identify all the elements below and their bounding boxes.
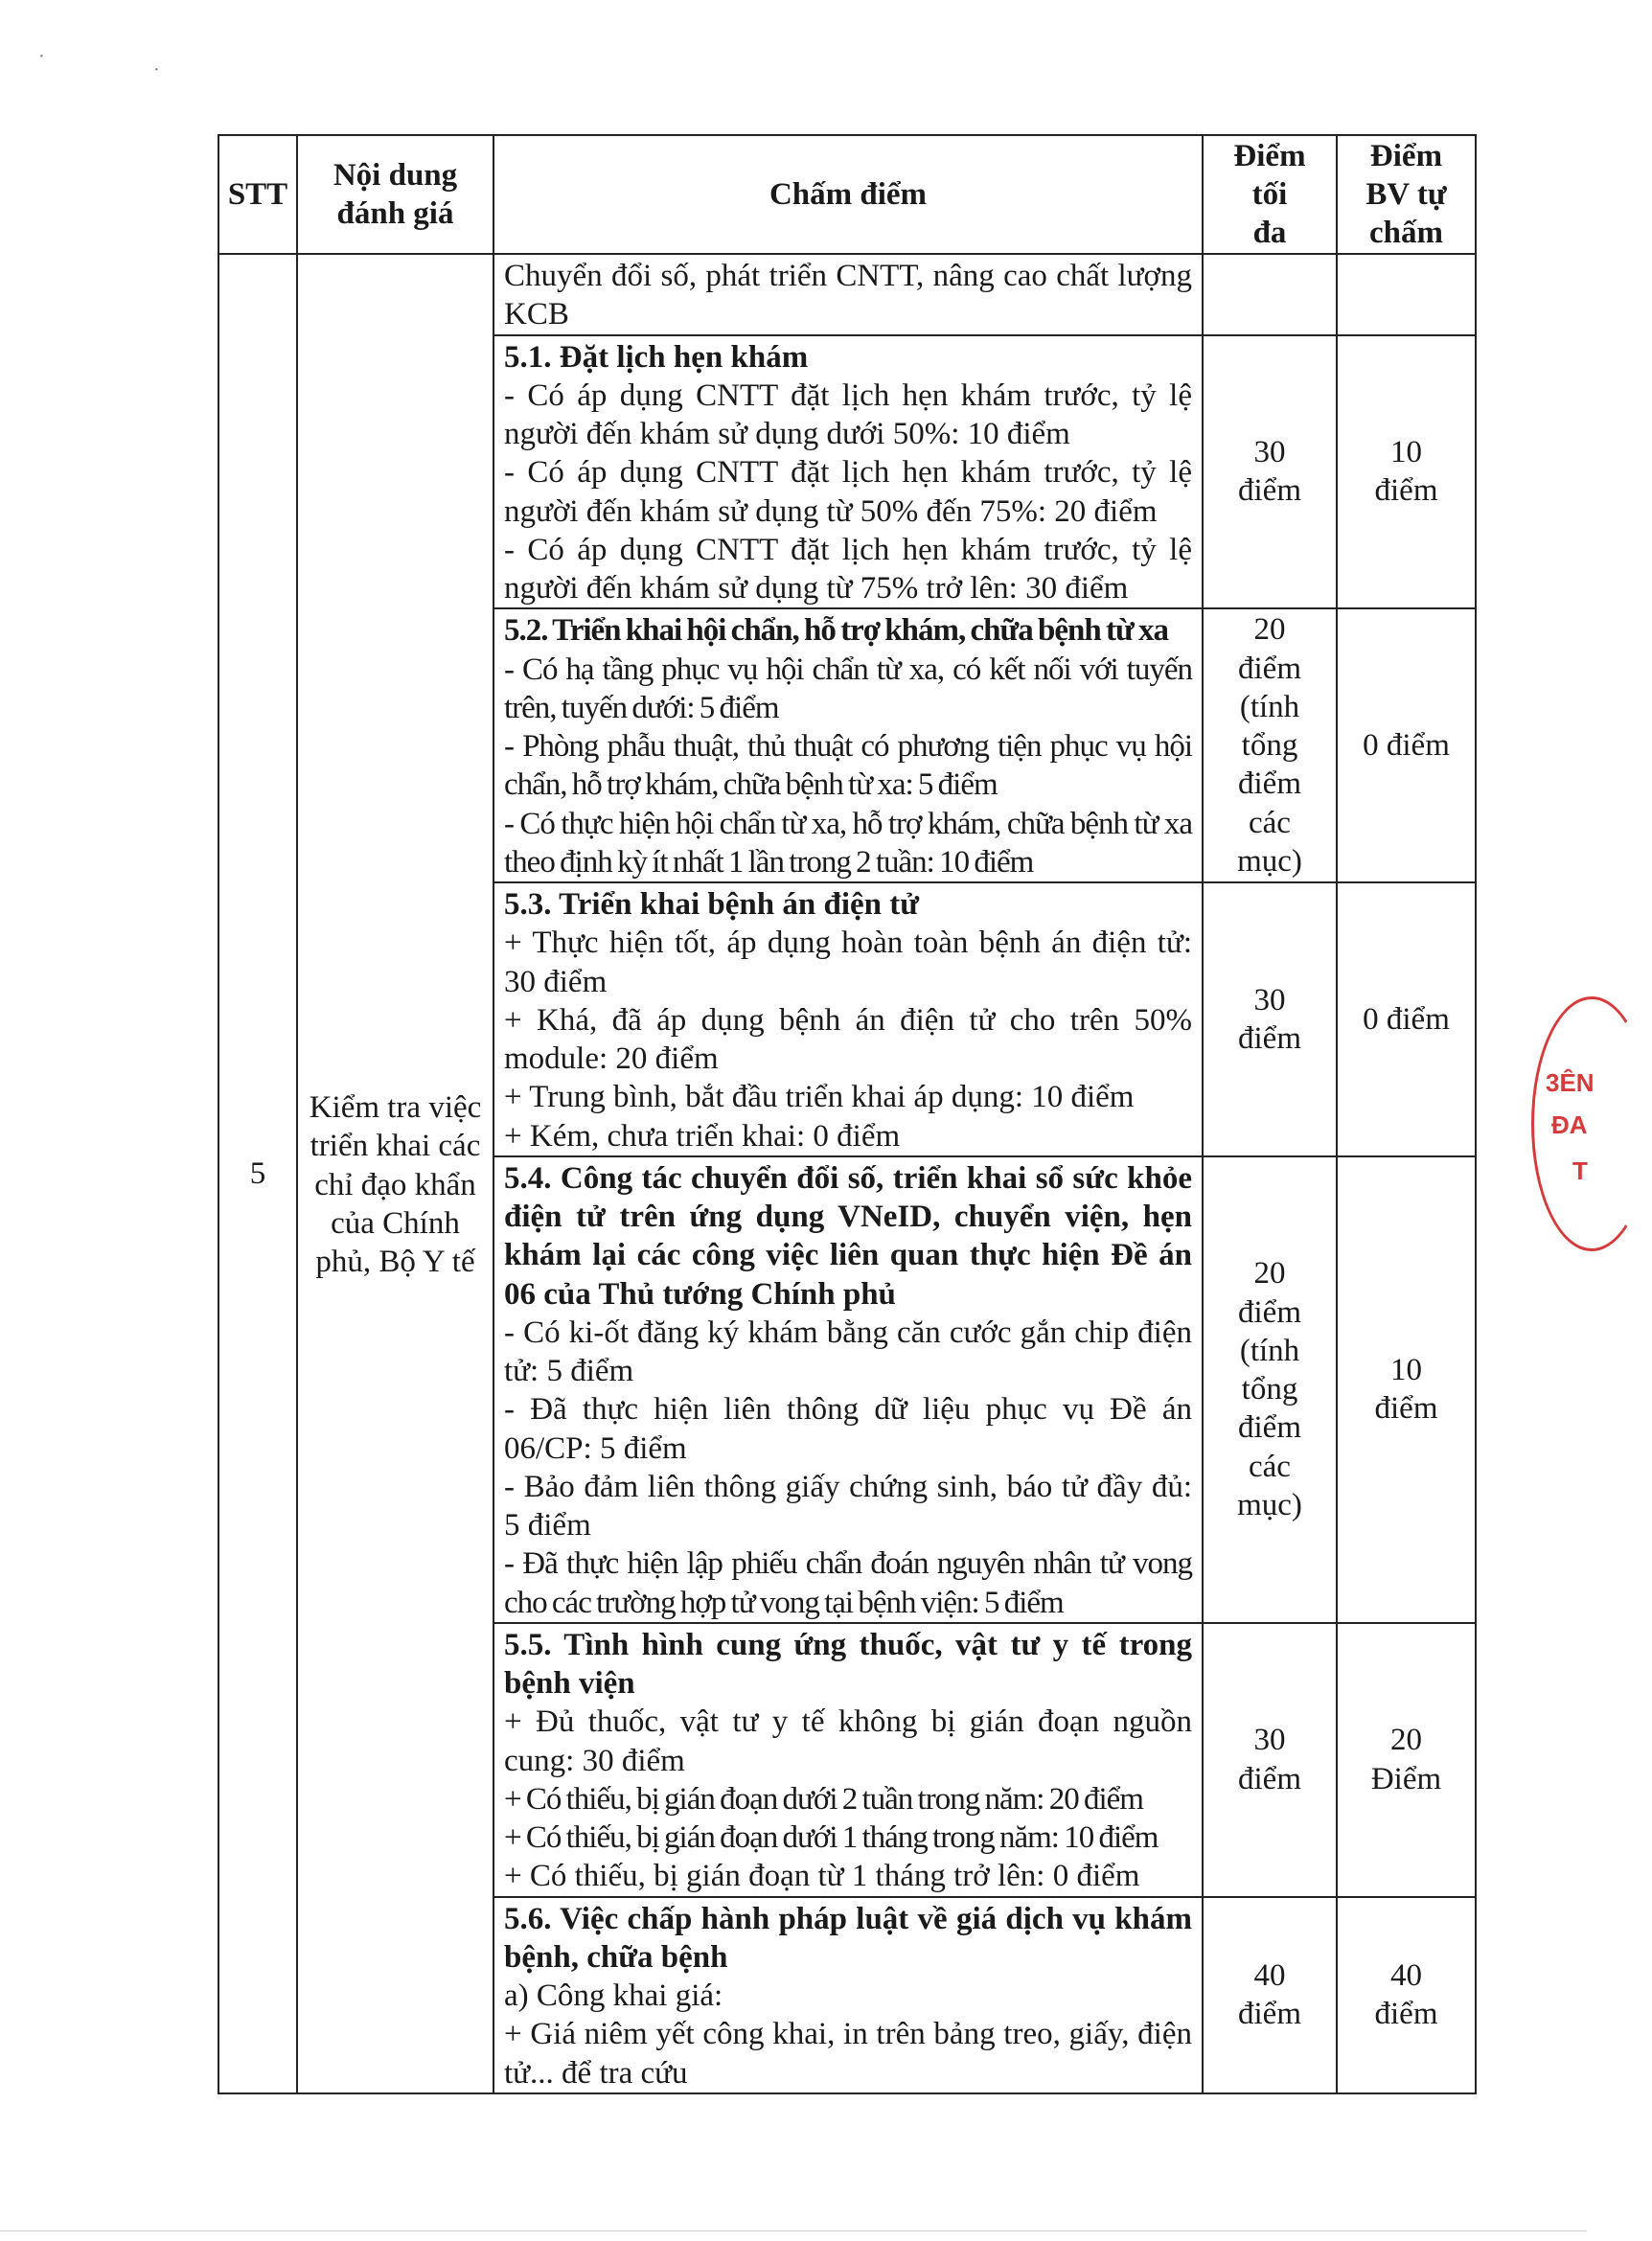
criterion-line: - Có áp dụng CNTT đặt lịch hẹn khám trước, tỷ lệ người đến khám sử dụng từ 75% trở lên: 30 điểm bbox=[504, 532, 1192, 606]
criterion-line: - Có hạ tầng phục vụ hội chẩn từ xa, có kết nối với tuyến trên, tuyến dưới: 5 điểm bbox=[504, 652, 1192, 725]
group-noi-dung: Kiểm tra việc triển khai các chỉ đạo khẩn của Chính phủ, Bộ Y tế bbox=[297, 254, 493, 2093]
criterion-line: + Giá niêm yết công khai, in trên bảng treo, giấy, điện tử... để tra cứu bbox=[504, 2017, 1192, 2091]
criterion-line: - Có áp dụng CNTT đặt lịch hẹn khám trước, tỷ lệ người đến khám sử dụng dưới 50%: 10 điểm bbox=[504, 377, 1192, 451]
header-stt: STT bbox=[218, 135, 297, 254]
page-bottom-rule bbox=[0, 2230, 1587, 2231]
criterion-line: + Kém, chưa triển khai: 0 điểm bbox=[504, 1118, 901, 1154]
stamp-text: 3ÊN bbox=[1546, 1068, 1595, 1097]
intro-row bbox=[218, 254, 1476, 335]
criterion-line: - Đã thực hiện lập phiếu chẩn đoán nguyên nhân tử vong cho các trường hợp tử vong tại bệnh viện: 5 điểm bbox=[504, 1546, 1192, 1620]
stamp-text: ĐA bbox=[1551, 1110, 1588, 1139]
criterion-content bbox=[493, 1897, 1203, 2093]
criterion-line: - Có ki-ốt đăng ký khám bằng căn cước gắn chip điện tử: 5 điểm bbox=[504, 1315, 1192, 1388]
criterion-content bbox=[493, 335, 1203, 609]
self-score: 10 điểm bbox=[1337, 335, 1476, 609]
criterion-line: - Có thực hiện hội chẩn từ xa, hỗ trợ khám, chữa bệnh từ xa theo định kỳ ít nhất 1 lần trong 2 tuần: 10 điểm bbox=[504, 806, 1192, 880]
criterion-content bbox=[493, 882, 1203, 1156]
max-score: 30 điểm bbox=[1203, 335, 1337, 609]
criterion-line: - Đã thực hiện liên thông dữ liệu phục vụ Đề án 06/CP: 5 điểm bbox=[504, 1392, 1192, 1466]
criterion-title: 5.6. Việc chấp hành pháp luật về giá dịch vụ khám bệnh, chữa bệnh bbox=[504, 1901, 1192, 1975]
stamp-text: T bbox=[1572, 1156, 1588, 1185]
criterion-line: + Thực hiện tốt, áp dụng hoàn toàn bệnh án điện tử: 30 điểm bbox=[504, 926, 1192, 999]
criterion-line: + Có thiếu, bị gián đoạn dưới 2 tuần trong năm: 20 điểm bbox=[504, 1781, 1143, 1817]
self-score: 10 điểm bbox=[1337, 1156, 1476, 1623]
criterion-content bbox=[493, 1156, 1203, 1623]
header-noi-dung: Nội dung đánh giá bbox=[297, 135, 493, 254]
criterion-title: 5.1. Đặt lịch hẹn khám bbox=[504, 339, 809, 375]
evaluation-table bbox=[218, 134, 1477, 2094]
header-diem-toi-da: Điểm tối đa bbox=[1203, 135, 1337, 254]
criterion-content bbox=[493, 608, 1203, 882]
criterion-content bbox=[493, 1623, 1203, 1897]
criterion-line: + Trung bình, bắt đầu triển khai áp dụng: 10 điểm bbox=[504, 1080, 1135, 1115]
max-score: 20 điểm (tính tổng điểm các mục) bbox=[1203, 608, 1337, 882]
self-score: 0 điểm bbox=[1337, 882, 1476, 1156]
intro-self-empty bbox=[1337, 254, 1476, 335]
max-score: 30 điểm bbox=[1203, 882, 1337, 1156]
criterion-title: 5.5. Tình hình cung ứng thuốc, vật tư y tế trong bệnh viện bbox=[504, 1627, 1192, 1701]
scan-speck: · bbox=[153, 59, 160, 80]
intro-text: Chuyển đổi số, phát triển CNTT, nâng cao chất lượng KCB bbox=[493, 254, 1203, 335]
criterion-line: - Phòng phẫu thuật, thủ thuật có phương tiện phục vụ hội chẩn, hỗ trợ khám, chữa bệnh từ xa: 5 điểm bbox=[504, 729, 1192, 803]
criterion-line: a) Công khai giá: bbox=[504, 1978, 723, 2013]
criterion-line: + Khá, đã áp dụng bệnh án điện tử cho trên 50% module: 20 điểm bbox=[504, 1002, 1192, 1076]
criterion-line: - Có áp dụng CNTT đặt lịch hẹn khám trước, tỷ lệ người đến khám sử dụng từ 50% đến 75%: 20 điểm bbox=[504, 455, 1192, 529]
criterion-title: 5.3. Triển khai bệnh án điện tử bbox=[504, 887, 920, 922]
max-score: 30 điểm bbox=[1203, 1623, 1337, 1897]
header-row bbox=[218, 135, 1476, 254]
criterion-line: - Bảo đảm liên thông giấy chứng sinh, báo tử đầy đủ: 5 điểm bbox=[504, 1469, 1192, 1543]
header-cham-diem: Chấm điểm bbox=[493, 135, 1203, 254]
intro-max-empty bbox=[1203, 254, 1337, 335]
scan-speck: · bbox=[38, 46, 45, 67]
self-score: 40 điểm bbox=[1337, 1897, 1476, 2093]
self-score: 20 Điểm bbox=[1337, 1623, 1476, 1897]
max-score: 20 điểm (tính tổng điểm các mục) bbox=[1203, 1156, 1337, 1623]
criterion-line: + Có thiếu, bị gián đoạn dưới 1 tháng trong năm: 10 điểm bbox=[504, 1820, 1159, 1855]
criterion-line: + Đủ thuốc, vật tư y tế không bị gián đoạn nguồn cung: 30 điểm bbox=[504, 1704, 1192, 1778]
red-stamp bbox=[1531, 996, 1652, 1251]
criterion-title: 5.4. Công tác chuyển đổi số, triển khai sổ sức khỏe điện tử trên ứng dụng VNeID, chuyển viện, hẹn khám lại các công việc liên quan thực hiện Đề án 06 của Thủ tướng Chính phủ bbox=[504, 1160, 1192, 1312]
self-score: 0 điểm bbox=[1337, 608, 1476, 882]
criterion-line: + Có thiếu, bị gián đoạn từ 1 tháng trở lên: 0 điểm bbox=[504, 1859, 1140, 1894]
header-diem-bv: Điểm BV tự chấm bbox=[1337, 135, 1476, 254]
group-stt: 5 bbox=[218, 254, 297, 2093]
criterion-title: 5.2. Triển khai hội chẩn, hỗ trợ khám, chữa bệnh từ xa bbox=[504, 613, 1169, 649]
max-score: 40 điểm bbox=[1203, 1897, 1337, 2093]
